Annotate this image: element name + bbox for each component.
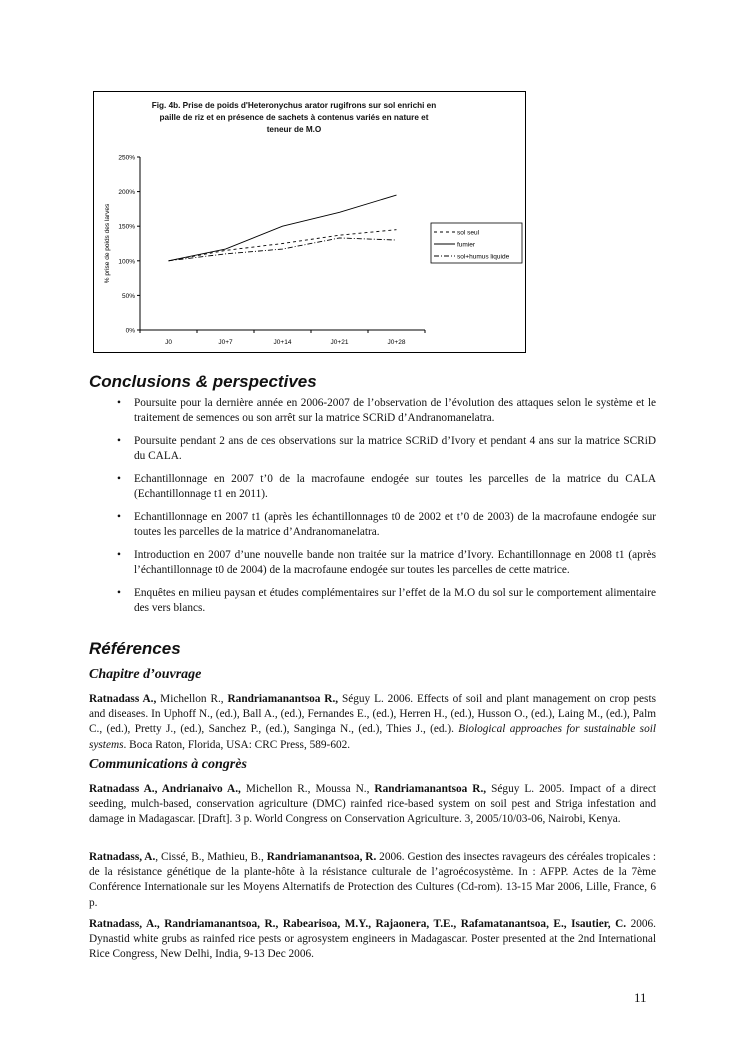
reference-text-segment: Randriamanantsoa, R. bbox=[266, 851, 377, 863]
reference-text-segment: Michellon R., Moussa N., bbox=[240, 783, 375, 795]
y-axis-label: % prise de poids des larves bbox=[104, 203, 111, 284]
references-heading: Références bbox=[89, 639, 181, 658]
list-item: • Echantillonnage en 2007 t’0 de la macrofaune endogée sur toutes les parcelles de la matrice du CALA (Echantillonnage t1 en 2011). bbox=[118, 472, 656, 502]
y-tick-label: 100% bbox=[118, 258, 135, 266]
legend-label: fumier bbox=[457, 241, 476, 249]
congress-heading: Communications à congrès bbox=[89, 757, 247, 772]
chart-title-line: Fig. 4b. Prise de poids d'Heteronychus arator rugifrons sur sol enrichi en bbox=[151, 101, 437, 110]
series-line-sol-seul bbox=[169, 230, 397, 261]
reference-text-segment: Randriamanantsoa R., bbox=[227, 693, 339, 705]
reference-text-segment: Michellon R., bbox=[156, 693, 228, 705]
reference-text-segment: , Cissé, B., Mathieu, B., bbox=[155, 851, 267, 863]
reference-text-segment: Séguy L. 2005. Impact of a direct seeding, mulch-based, conservation agriculture (DMC) rainfed rice-based system on soil pest and Striga infestation and damage in Madagascar. [Draft]. 3 p. World Congress on Conservation Agriculture. 3, 2005/10/03-06, Nairobi, Kenya. bbox=[89, 783, 656, 826]
conclusions-heading: Conclusions & perspectives bbox=[89, 372, 317, 391]
y-tick-label: 250% bbox=[118, 154, 135, 162]
chapter-heading: Chapitre d’ouvrage bbox=[89, 667, 202, 682]
y-tick-label: 50% bbox=[121, 292, 135, 300]
x-tick-label: J0+7 bbox=[218, 339, 233, 346]
reference-text-segment: Ratnadass A., Andrianaivo A., bbox=[89, 783, 241, 795]
page-number: 11 bbox=[634, 990, 647, 1005]
list-item: • Poursuite pendant 2 ans de ces observations sur la matrice SCRiD d’Ivory et pendant 4 ans sur la matrice SCRiD du CALA. bbox=[118, 434, 656, 464]
reference-entry bbox=[89, 782, 656, 828]
reference-text-segment: 2006. Gestion des insectes ravageurs des céréales tropicales : de la résistance génétique de la plante-hôte à la résistance culturale de l’agroécosystème. In : AFPP. Actes de la 7ème Conférence Internationale sur les Moyens Alternatifs de Protection des Cultures (Cd-rom). 13-15 Mar 2006, Lille, France, 6 p. bbox=[89, 851, 656, 909]
list-item: • Introduction en 2007 d’une nouvelle bande non traitée sur la matrice d’Ivory. Echantillonnage en 2008 t1 (après l’échantillonnage t0 de 2004) de la macrofaune endogée sur toutes les parcelles de cette matrice. bbox=[118, 548, 656, 578]
x-tick-label: J0+14 bbox=[273, 339, 292, 346]
reference-entry bbox=[89, 917, 656, 963]
y-tick-label: 150% bbox=[118, 223, 135, 231]
reference-text-segment: Ratnadass A., bbox=[89, 693, 157, 705]
series-line-sol-humus-liquide bbox=[169, 238, 397, 261]
y-tick-label: 200% bbox=[118, 189, 135, 197]
reference-text-segment: 2006. Dynastid white grubs as rainfed rice pests or agrosystem engineers in Madagascar. Poster presented at the 2nd International Rice Congress, New Delhi, India, 9-13 Dec 2006. bbox=[89, 918, 656, 961]
reference-text-segment: Ratnadass, A., Randriamanantsoa, R., Rabearisoa, M.Y., Rajaonera, T.E., Rafamatanantsoa, E., Isautier, C. bbox=[89, 918, 627, 930]
x-tick-label: J0+28 bbox=[387, 339, 406, 346]
y-tick-label: 0% bbox=[125, 327, 135, 335]
list-item: • Poursuite pour la dernière année en 2006-2007 de l’observation de l’évolution des attaques selon le système et le traitement de semences ou son arrêt sur la matrice SCRiD d’Andranomanelatra. bbox=[118, 396, 656, 426]
list-item: • Echantillonnage en 2007 t1 (après les échantillonnages t0 de 2002 et t’0 de 2003) de la macrofaune endogée sur toutes les parcelles de la matrice d’Andranomanelatra. bbox=[118, 510, 656, 540]
legend-label: sol seul bbox=[457, 229, 480, 237]
reference-text-segment: Ratnadass, A. bbox=[89, 851, 156, 863]
series-line-fumier bbox=[169, 195, 397, 261]
reference-text-segment: Biological approaches for sustainable soil systems bbox=[89, 723, 656, 751]
x-tick-label: J0 bbox=[165, 339, 172, 346]
chart-title-line: paille de riz et en présence de sachets à contenus variés en nature et bbox=[159, 113, 429, 122]
chart-title-line: teneur de M.O bbox=[266, 125, 322, 134]
line-chart bbox=[94, 92, 525, 352]
list-item: • Enquêtes en milieu paysan et études complémentaires sur l’effet de la M.O du sol sur le comportement alimentaire des vers blancs. bbox=[118, 586, 656, 616]
figure-chart bbox=[93, 91, 526, 353]
reference-text-segment: Randriamanantsoa R., bbox=[374, 783, 487, 795]
reference-entry bbox=[89, 692, 656, 753]
x-tick-label: J0+21 bbox=[330, 339, 349, 346]
reference-text-segment: Séguy L. 2006. Effects of soil and plant management on crop pests and diseases. In Uphoff N., (ed.), Ball A., (ed.), Fernandes E., (ed.), Herren H., (ed.), Husson O., (ed.), Laing M., (ed.), Palm C., (ed.), Pretty J., (ed.), Sanchez P., (ed.), Sanginga N., (ed.), Thies J., (ed.). bbox=[89, 693, 656, 736]
legend-label: sol+humus liquide bbox=[457, 253, 510, 261]
conclusions-list bbox=[118, 396, 656, 624]
reference-text-segment: . Boca Raton, Florida, USA: CRC Press, 589-602. bbox=[123, 738, 351, 751]
reference-entry bbox=[89, 850, 656, 911]
